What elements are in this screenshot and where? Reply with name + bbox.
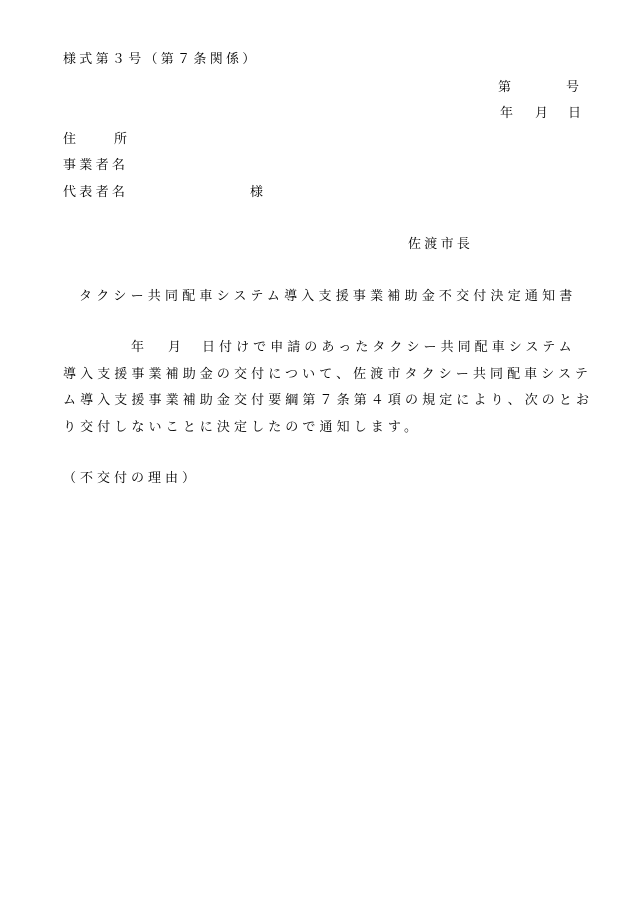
date-month-label: 月 [535,106,552,121]
representative-name-label: 代表者名 [63,185,129,200]
document-number-suffix: 号 [566,80,583,95]
body-line-4: り交付しないことに決定したので通知します。 [63,420,422,435]
document-title: タクシー共同配車システム導入支援事業補助金不交付決定通知書 [79,289,577,304]
body-line-1: 日付けで申請のあったタクシー共同配車システム [202,340,576,355]
reason-label: （不交付の理由） [63,471,200,486]
address-label-second: 所 [114,132,131,147]
honorific: 様 [250,185,267,200]
body-month-label: 月 [168,340,186,355]
document-number-prefix: 第 [498,80,515,95]
body-line-3: ム導入支援事業補助金交付要綱第７条第４項の規定により、次のとお [63,393,594,408]
body-line-2: 導入支援事業補助金の交付について、佐渡市タクシー共同配車システ [63,367,592,382]
body-year-label: 年 [131,340,149,355]
issuer-name: 佐渡市長 [408,237,474,252]
date-day-label: 日 [568,106,585,121]
address-label-first: 住 [63,132,80,147]
form-number: 様式第３号（第７条関係） [63,52,259,67]
company-name-label: 事業者名 [63,158,129,173]
date-year-label: 年 [500,106,517,121]
